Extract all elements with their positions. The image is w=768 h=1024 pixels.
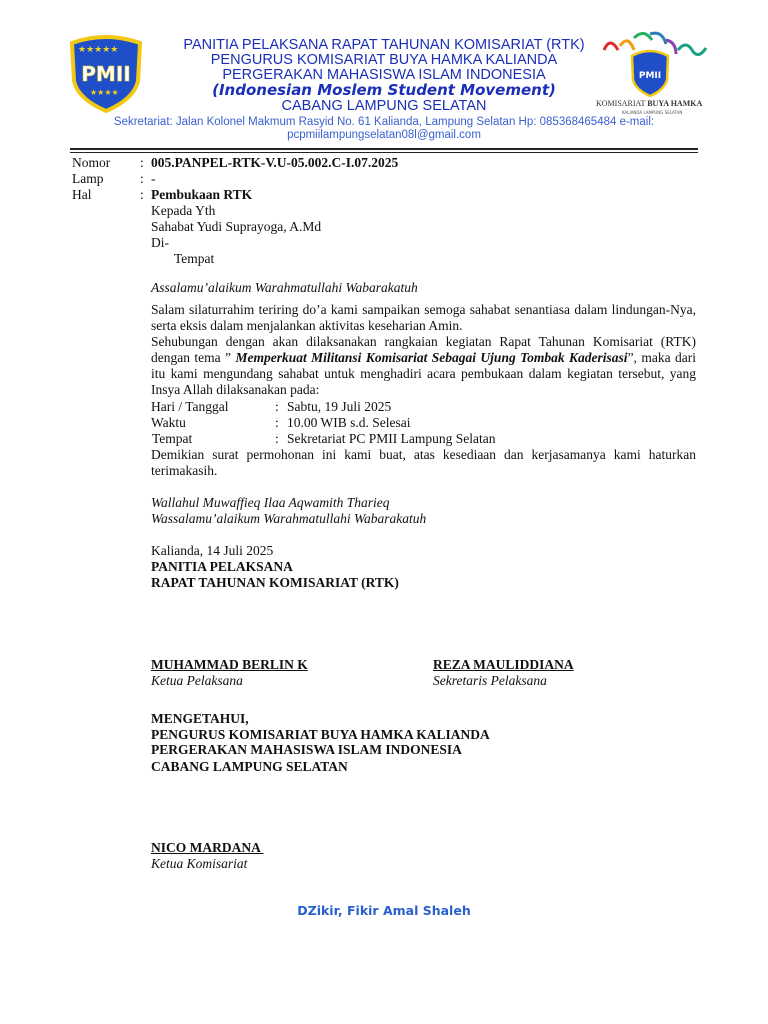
meta-sep-lamp: : [140,171,144,186]
acknowledge-line-4: CABANG LAMPUNG SELATAN [151,759,348,774]
meta-value-nomor: 005.PANPEL-RTK-V.U-05.002.C-I.07.2025 [151,155,399,170]
meta-value-lamp: - [151,171,156,186]
signatory-2-role: Sekretaris Pelaksana [433,673,547,688]
meta-sep-hal: : [140,187,144,202]
org-line-1: PANITIA PELAKSANA [151,559,293,574]
meta-sep-nomor: : [140,155,144,170]
detail-label-place: Tempat [152,431,193,446]
left-logo-text: PMII [81,62,131,86]
letterhead-line-3: PERGERAKAN MAHASISWA ISLAM INDONESIA [222,67,546,83]
detail-value-day: Sabtu, 19 Juli 2025 [287,399,392,414]
detail-sep-time: : [275,415,279,430]
theme-text: Memperkuat Militansi Komisariat Sebagai Ujung Tombak Kaderisasi [235,350,628,365]
org-line-2: RAPAT TAHUNAN KOMISARIAT (RTK) [151,575,399,590]
paragraph-closing: Demikian surat permohonan ini kami buat, atas kesediaan dan kerjasamanya kami haturkan terimakasih. [151,447,696,478]
signatory-2-name: REZA MAULIDDIANA [433,657,574,672]
signatory-1-role: Ketua Pelaksana [151,673,243,688]
letterhead-rule-thin [70,152,698,153]
signatory-3-role: Ketua Komisariat [151,856,248,871]
letterhead-line-5: CABANG LAMPUNG SELATAN [281,98,487,114]
recipient-line-4: Tempat [174,251,215,266]
footer-motto: DZikir, Fikir Amal Shaleh [297,903,471,918]
meta-value-hal: Pembukaan RTK [151,187,253,202]
meta-label-lamp: Lamp [72,171,104,186]
detail-value-time: 10.00 WIB s.d. Selesai [287,415,411,430]
recipient-line-1: Kepada Yth [151,203,216,218]
paragraph-greeting: Salam silaturrahim teriring do’a kami sampaikan semoga sahabat senantiasa dalam lindungan-Nya, serta eksis dalam menjalankan aktivitas keseharian Amin. [151,302,696,333]
letterhead-line-1: PANITIA PELAKSANA RAPAT TAHUNAN KOMISARIAT (RTK) [183,37,585,53]
acknowledge-line-3: PERGERAKAN MAHASISWA ISLAM INDONESIA [151,742,462,757]
letterhead-line-4: (Indonesian Moslem Student Movement) [212,81,556,99]
letterhead-rule-thick [70,148,698,150]
place-date: Kalianda, 14 Juli 2025 [151,543,274,558]
letterhead-address-2: pcpmiilampungselatan08l@gmail.com [287,129,481,141]
right-logo-text: PMII [638,71,662,81]
closing-line-2: Wassalamu’alaikum Warahmatullahi Wabarakatuh [151,511,427,526]
detail-sep-day: : [275,399,279,414]
opening-salutation: Assalamu’alaikum Warahmatullahi Wabarakatuh [151,280,418,295]
meta-label-hal: Hal [72,187,92,202]
acknowledge-line-1: MENGETAHUI, [151,711,249,726]
detail-sep-place: : [275,431,279,446]
detail-label-time: Waktu [151,415,186,430]
svg-text:KOMISARIAT BUYA HAMKA: KOMISARIAT BUYA HAMKA [596,99,703,108]
signatory-1-name: MUHAMMAD BERLIN K [151,657,308,672]
meta-label-nomor: Nomor [72,155,111,170]
letterhead-line-2: PENGURUS KOMISARIAT BUYA HAMKA KALIANDA [210,52,558,68]
acknowledge-line-2: PENGURUS KOMISARIAT BUYA HAMKA KALIANDA [151,727,490,742]
svg-text:★★★★★: ★★★★★ [78,45,119,55]
paragraph-invitation: Sehubungan dengan akan dilaksanakan rangkaian kegiatan Rapat Tahunan Komisariat (RTK) dengan tema ” Memperkuat Militansi Komisariat Sebagai Ujung Tombak Kaderisasi”, maka dari itu kami mengundang sahabat untuk menghadiri acara pembukaan dalam kegiatan tersebut, yang Insya Allah dilaksanakan pada: [151,334,696,397]
recipient-line-3: Di- [151,235,169,250]
detail-label-day: Hari / Tanggal [151,399,229,414]
detail-value-place: Sekretariat PC PMII Lampung Selatan [287,431,496,446]
recipient-line-2: Sahabat Yudi Suprayoga, A.Md [151,219,322,234]
closing-line-1: Wallahul Muwaffieq Ilaa Aqwamith Tharieq [151,495,390,510]
letterhead-address-1: Sekretariat: Jalan Kolonel Makmum Rasyid No. 61 Kalianda, Lampung Selatan Hp: 085368465484 e-mail: [113,116,655,128]
svg-text:★★★★: ★★★★ [90,88,119,97]
svg-text:KALIANDA LAMPUNG SELATAN: KALIANDA LAMPUNG SELATAN [622,110,683,115]
signatory-3-name: NICO MARDANA [151,840,264,855]
